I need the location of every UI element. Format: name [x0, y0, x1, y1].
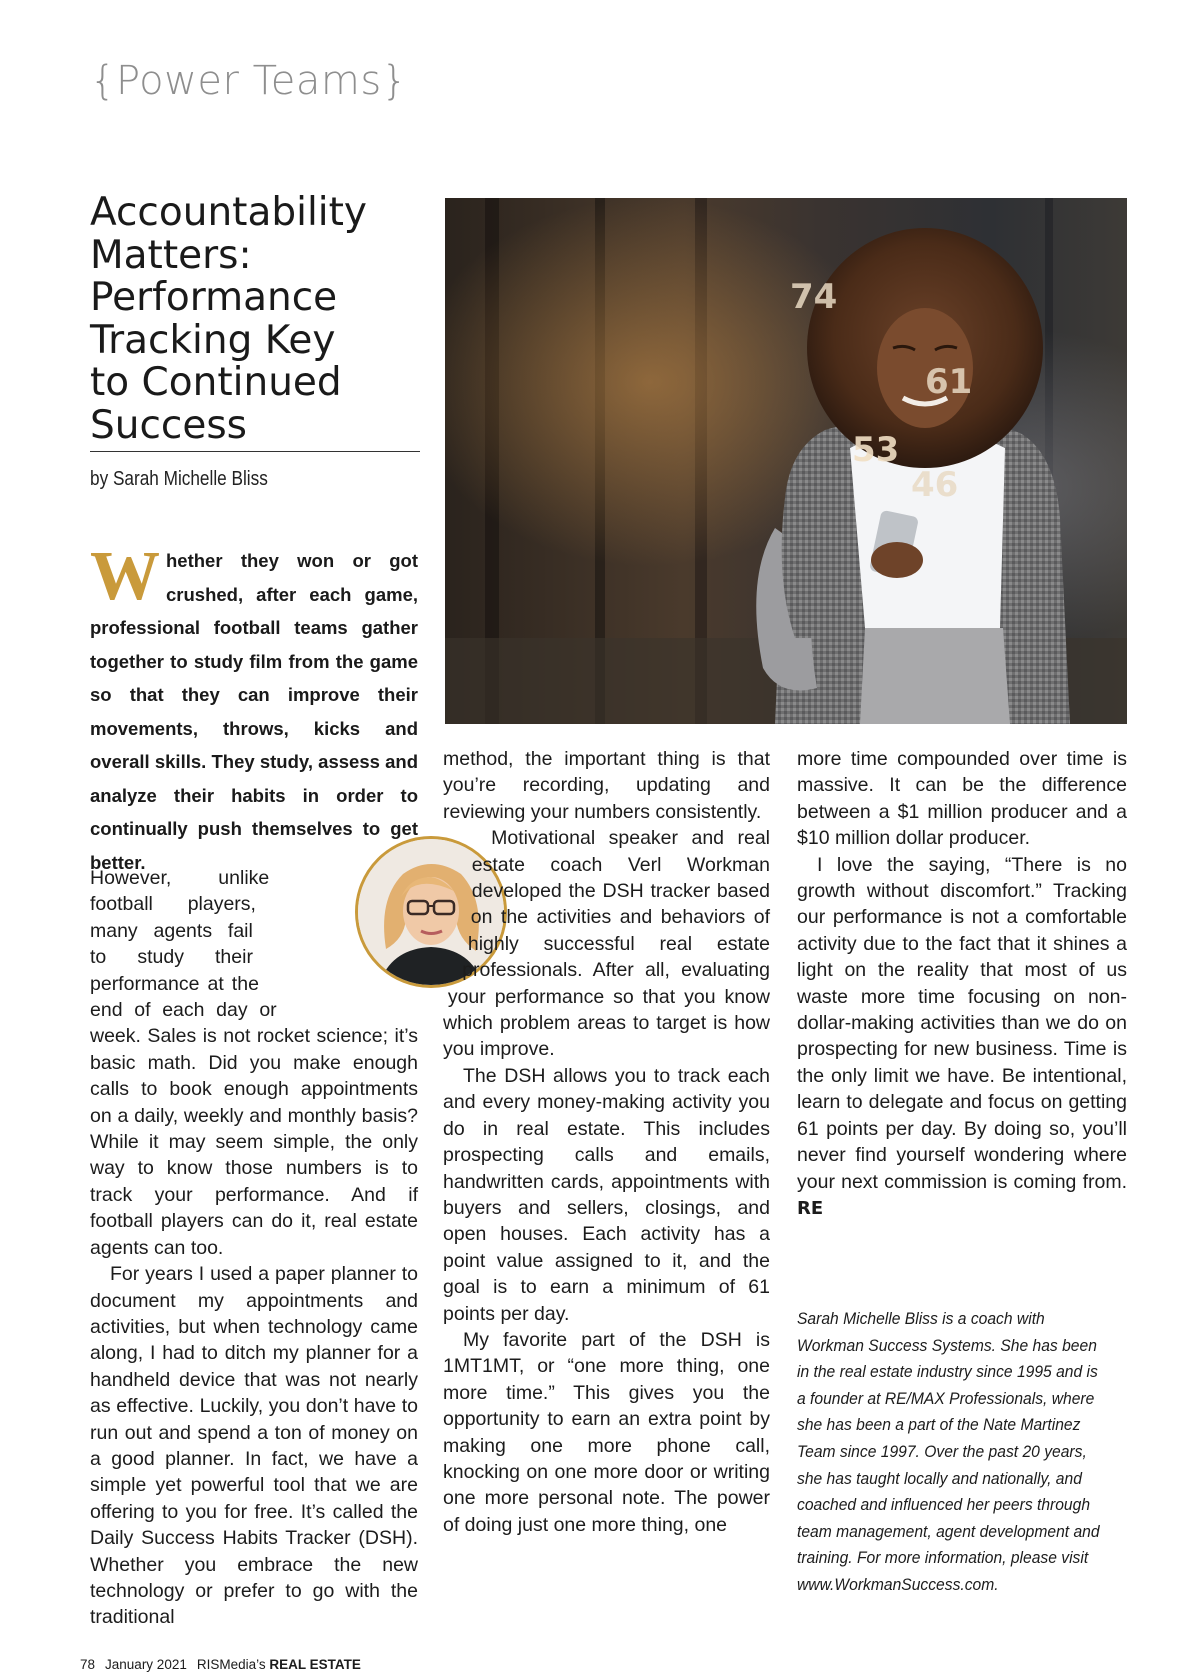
- floating-number: 61: [925, 362, 973, 402]
- article-column-2: [443, 746, 770, 1538]
- body-paragraph: My favorite part of the DSH is 1MT1MT, or “one more thing, one more time.” This gives you the opportunity to earn an extra point by making one more phone call, knocking on one more door or writing one more personal note. The power of doing just one more thing, one: [443, 1328, 770, 1536]
- issue-date: January 2021: [105, 1657, 187, 1672]
- body-paragraph: However, unlike football players, many agents fail to study their performance at the end of each day or week. Sales is not rocket science; it’s basic math. Did you make enough calls to book enough appointments on a daily, weekly and monthly basis? While it may seem simple, the only way to know those numbers is to track your performance. And if football players can do it, real estate agents can too.: [90, 867, 418, 1259]
- page-footer: [80, 1657, 361, 1672]
- article-headline: [90, 192, 420, 452]
- publication-name: REAL ESTATE: [269, 1657, 361, 1672]
- body-paragraph: [797, 852, 1127, 1223]
- lede-text: hether they won or got crushed, after each game, professional football teams gather together to study film from the game so that they can improve their movements, throws, kicks and overall skills. They study, assess and analyze their habits in order to continually push themselves to get better.: [90, 550, 418, 873]
- body-paragraph: Motivational speaker and real estate coach Verl Workman developed the DSH tracker based on the activities and behaviors of highly successful real estate professionals. After all, evaluating your performance so that you know which problem areas to target is how you improve.: [443, 827, 770, 1061]
- drop-cap: W: [90, 538, 160, 615]
- body-text: I love the saying, “There is no growth without discomfort.” Tracking our performance is not a comfortable activity due to the fact that it shines a light on the reality that most of us waste more time focusing on non-dollar-making activities than we do on prospecting for new business. Time is the only limit we have. Be intentional, learn to delegate and focus on getting 61 points per day. By doing so, you’ll never find yourself wondering where your next commission is coming from.: [797, 853, 1127, 1193]
- publication-prefix: RISMedia’s: [196, 1657, 266, 1672]
- headline-line: Accountability: [90, 190, 367, 235]
- article-column-3: [797, 746, 1127, 1222]
- body-paragraph: more time compounded over time is massive. It can be the difference between a $1 million producer and a $10 million dollar producer.: [797, 748, 1127, 850]
- body-paragraph: For years I used a paper planner to document my appointments and activities, but when technology came along, I had to ditch my planner for a handheld device that was not nearly as effective. Luckily, you don’t have to run out and spend a ton of money on a good planner. In fact, we have a simple yet powerful tool that we are offering to you for free. It’s called the Daily Success Habits Tracker (DSH). Whether you embrace the new technology or prefer to go with the traditional: [90, 1263, 418, 1629]
- hero-photo: [445, 198, 1127, 724]
- wrap-spacer: [248, 865, 418, 1015]
- hero-photo-illustration: [445, 198, 1127, 724]
- author-bio: Sarah Michelle Bliss is a coach with Workman Success Systems. She has been in the real estate industry since 1995 and is a founder at RE/MAX Professionals, where she has been a part of the Nate Martinez Team since 1997. Over the past 20 years, she has taught locally and nationally, and coached and influenced her peers through team management, agent development and training. For more information, please visit www.WorkmanSuccess.com.: [797, 1309, 1100, 1594]
- body-paragraph: The DSH allows you to track each and every money-making activity you do in real estate. This includes prospecting calls and emails, handwritten cards, appointments with buyers and sellers, closings, and open houses. Each activity has a point value assigned to it, and the goal is to earn a minimum of 61 points per day.: [443, 1064, 770, 1325]
- floating-number: 46: [911, 465, 959, 505]
- body-paragraph: method, the important thing is that you’re recording, updating and reviewing your numbers consistently.: [443, 748, 770, 823]
- headline-line: Tracking Key: [90, 317, 336, 363]
- section-tag: {Power Teams}: [90, 58, 408, 104]
- floating-number: 74: [790, 277, 838, 317]
- headline-line: Matters:: [90, 232, 252, 278]
- article-column-1: [90, 865, 418, 1631]
- lede-paragraph: [90, 538, 418, 879]
- headline-line: to Continued: [90, 360, 342, 405]
- end-mark: RE: [797, 1197, 824, 1219]
- floating-number: 53: [852, 430, 900, 470]
- byline: by Sarah Michelle Bliss: [90, 468, 268, 490]
- page-number: 78: [80, 1657, 96, 1672]
- headline-line: Performance: [90, 275, 338, 320]
- headline-line: Success: [90, 402, 247, 448]
